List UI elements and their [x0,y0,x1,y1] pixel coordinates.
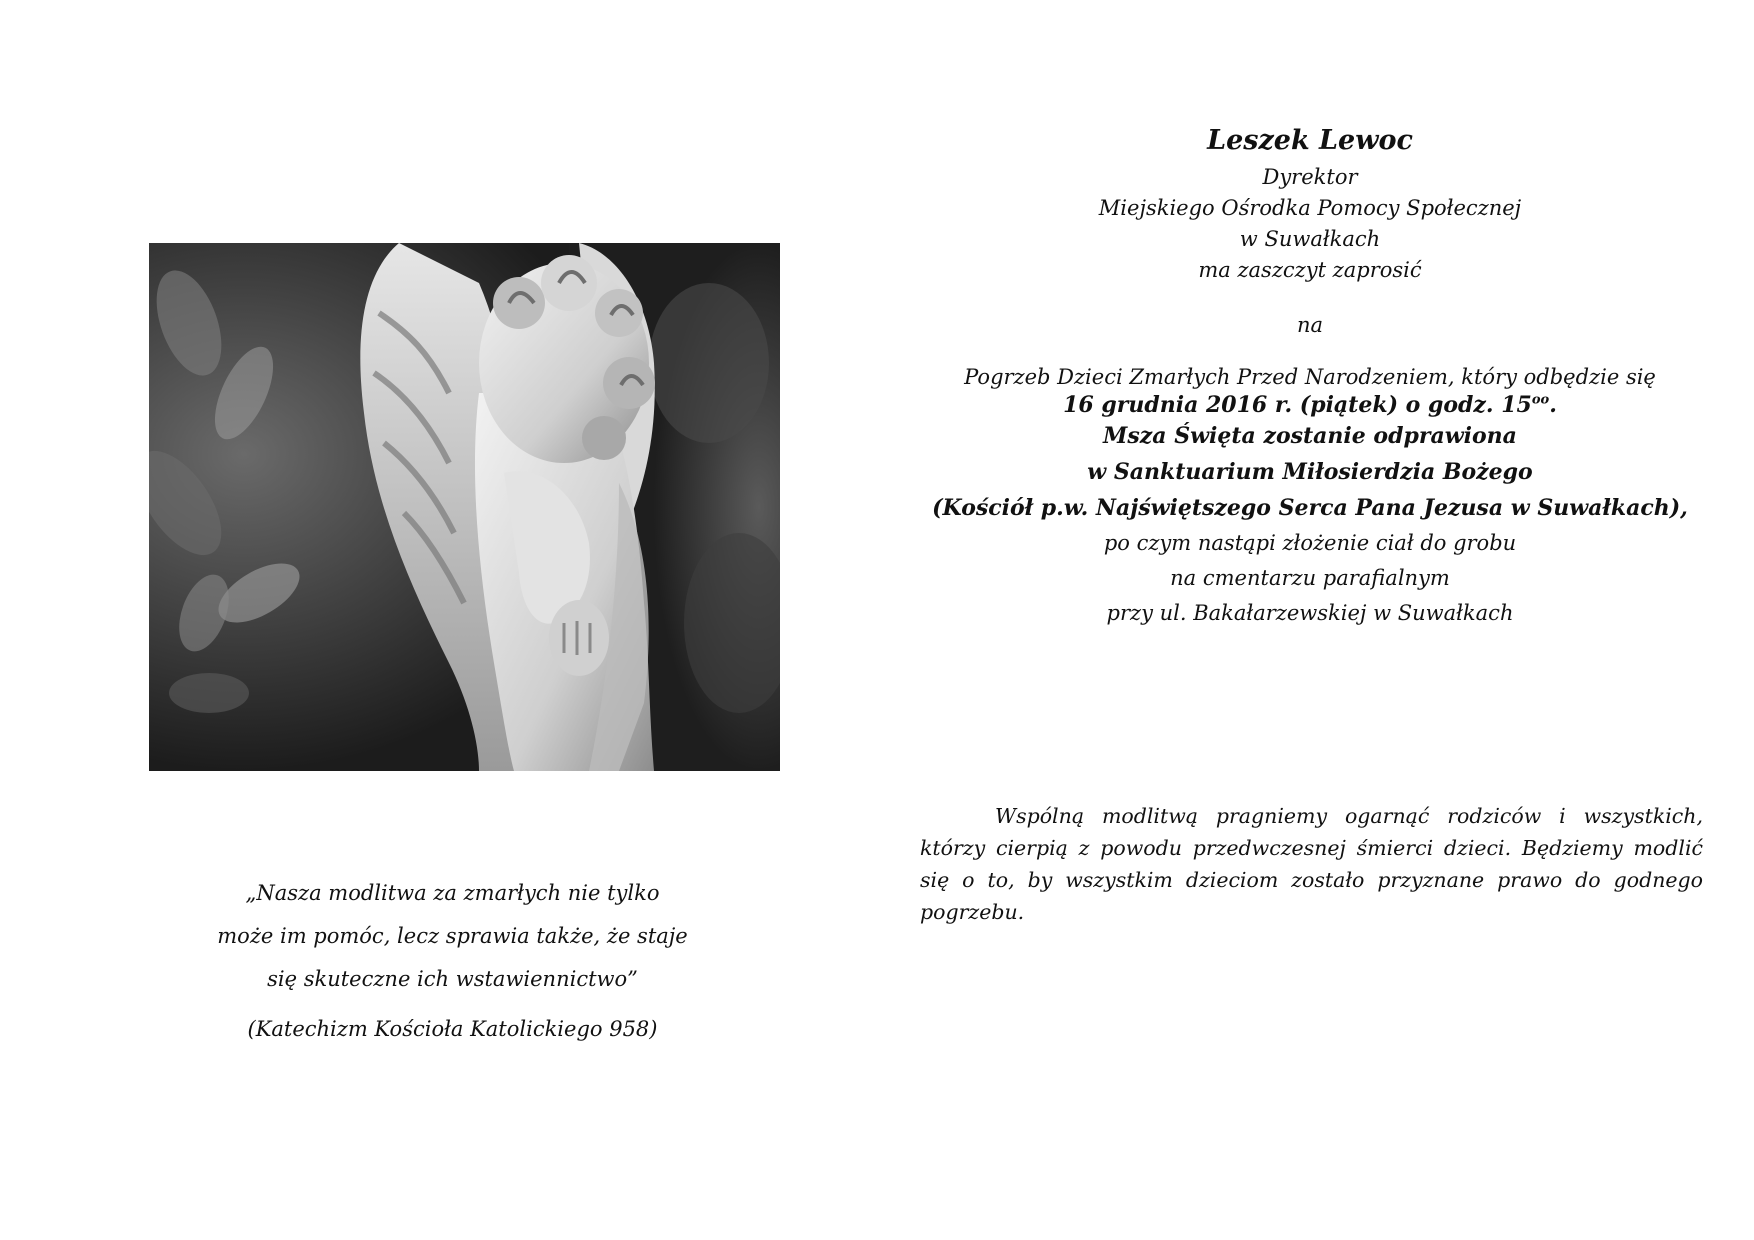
event-date-end: . [1549,392,1557,418]
mass-line: w Sanktuarium Miłosierdzia Bożego [1087,459,1533,485]
quote-line: „Nasza modlitwa za zmarłych nie tylko [245,881,660,905]
mass-line: Msza Święta zostanie odprawiona [1103,423,1517,449]
quote-source: (Katechizm Kościoła Katolickiego 958) [247,1017,658,1041]
inviter-role-line: Miejskiego Ośrodka Pomocy Społecznej [1098,196,1522,220]
event-date-text: 16 grudnia 2016 r. (piątek) o godz. 15 [1063,392,1532,418]
mass-line: (Kościół p.w. Najświętszego Serca Pana Jezusa w Suwałkach), [932,495,1688,521]
inviter-name: Leszek Lewoc [1207,125,1413,156]
catechism-quote [150,872,755,1001]
inviter-role-line: ma zaszczyt zaprosić [1198,258,1422,282]
angel-statue-photo [149,243,780,771]
event-date [930,392,1690,418]
invitation-block [930,120,1690,631]
inviter-role-line: Dyrektor [1262,165,1358,189]
na-word: na [1296,313,1324,337]
event-line: Pogrzeb Dzieci Zmarłych Przed Narodzeniem, który odbędzie się [964,365,1656,389]
inviter-role-line: w Suwałkach [1239,227,1381,251]
prayer-paragraph: Wspólną modlitwą pragniemy ogarnąć rodziców i wszystkich, którzy cierpią z powodu przedwczesnej śmierci dzieci. Będziemy modlić się o to, by wszystkim dzieciom zostało przyznane prawo do godnego pogrzebu. [920,804,1703,924]
burial-line: przy ul. Bakałarzewskiej w Suwałkach [1106,601,1514,625]
event-time-minutes: oo [1531,392,1550,408]
quote-line: może im pomóc, lecz sprawia także, że staje [217,924,688,948]
burial-line: po czym nastąpi złożenie ciał do grobu [1103,531,1517,555]
quote-line: się skuteczne ich wstawiennictwo” [267,967,638,991]
burial-line: na cmentarzu parafialnym [1170,566,1450,590]
